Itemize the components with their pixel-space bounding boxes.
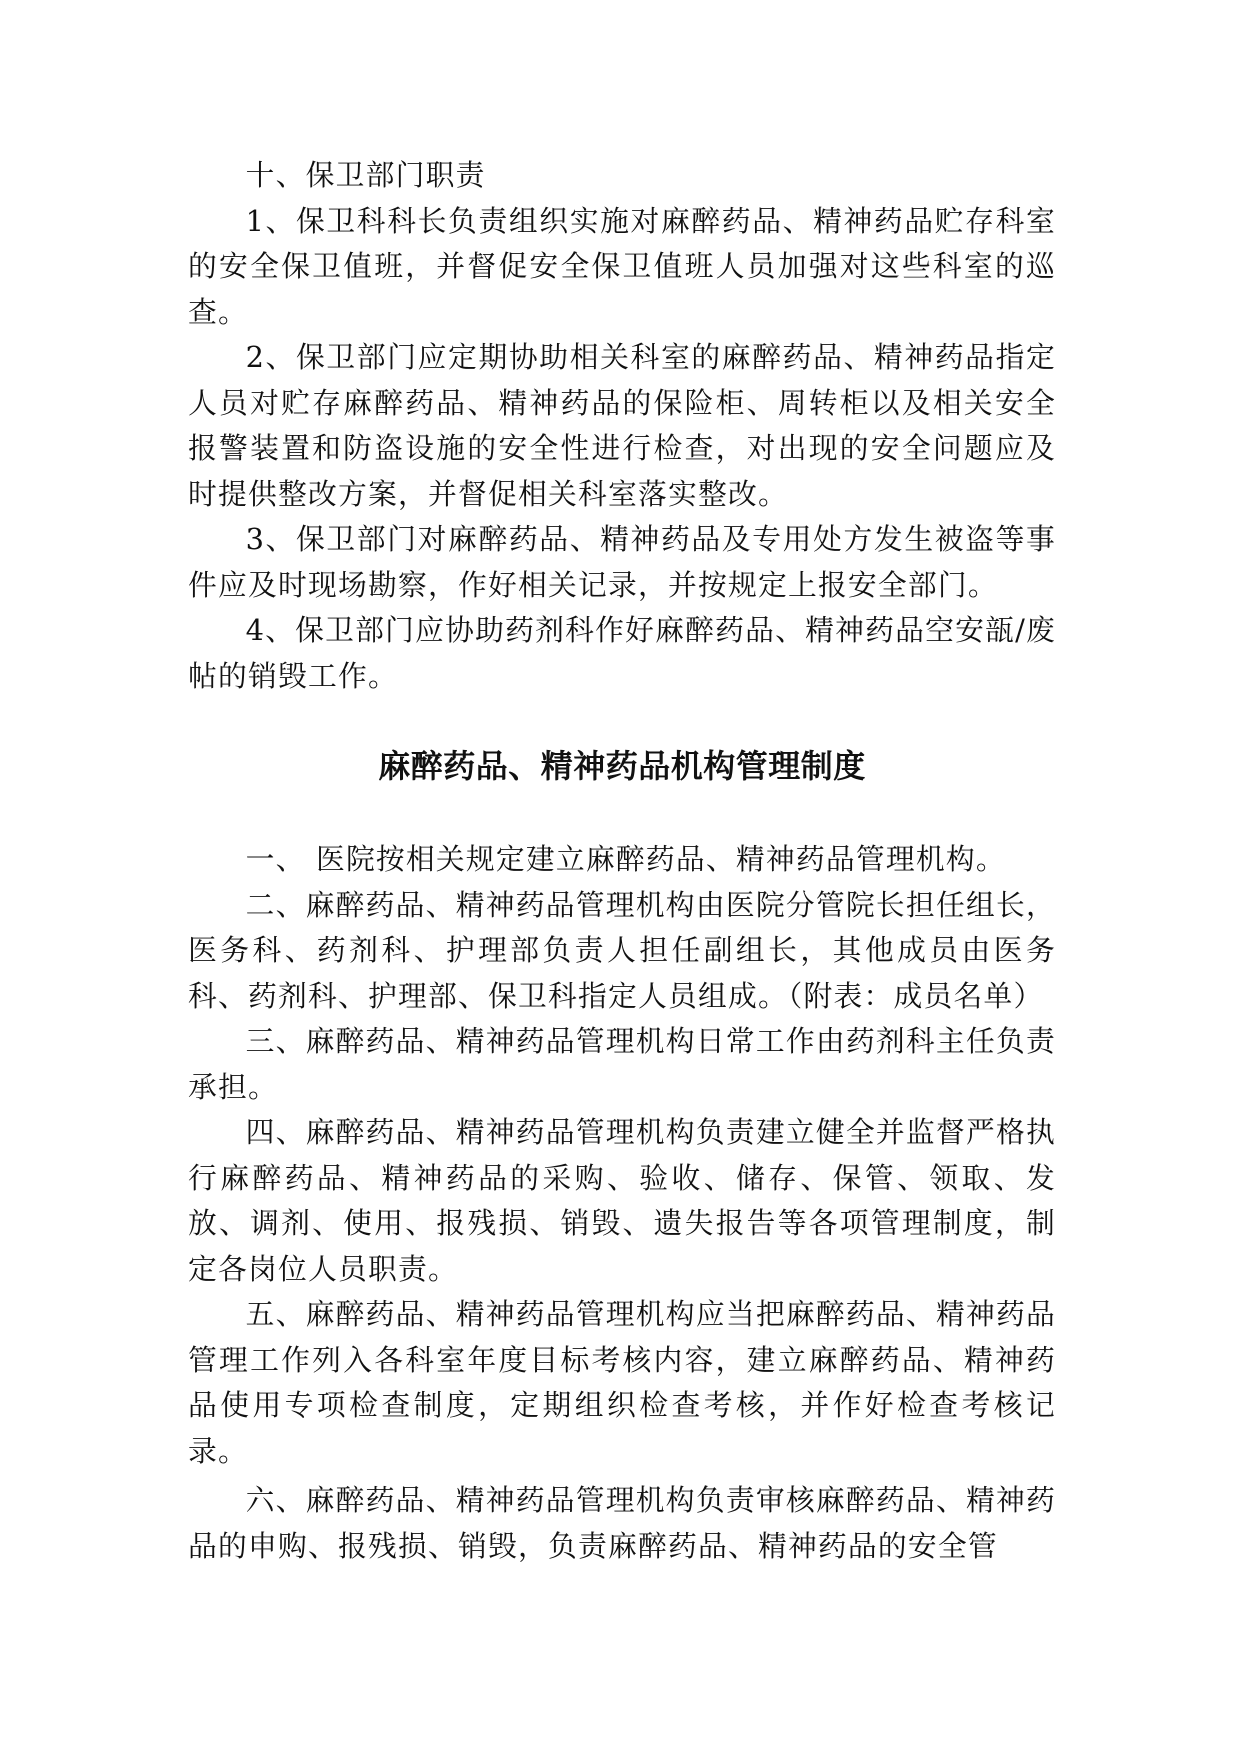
section2-item-1: 一、 医院按相关规定建立麻醉药品、精神药品管理机构。: [245, 842, 1006, 876]
section1-item-4: 4、保卫部门应协助药剂科作好麻醉药品、精神药品空安瓿/废帖的销毁工作。: [188, 613, 1056, 693]
section2-item-3: 三、麻醉药品、精神药品管理机构日常工作由药剂科主任负责承担。: [188, 1024, 1056, 1104]
section1-item-3: 3、保卫部门对麻醉药品、精神药品及专用处方发生被盗等事件应及时现场勘察，作好相关记录，并按规定上报安全部门。: [188, 522, 1056, 602]
section2-title: 麻醉药品、精神药品机构管理制度: [378, 747, 866, 785]
document-body: [188, 153, 1056, 1569]
section2-item-5: 五、麻醉药品、精神药品管理机构应当把麻醉药品、精神药品管理工作列入各科室年度目标考核内容，建立麻醉药品、精神药品使用专项检查制度，定期组织检查考核，并作好检查考核记录。: [188, 1297, 1056, 1468]
section1-item-1: 1、保卫科科长负责组织实施对麻醉药品、精神药品贮存科室的安全保卫值班，并督促安全保卫值班人员加强对这些科室的巡查。: [188, 203, 1056, 329]
section2-item-2: 二、麻醉药品、精神药品管理机构由医院分管院长担任组长，医务科、药剂科、护理部负责人担任副组长，其他成员由医务科、药剂科、护理部、保卫科指定人员组成。（附表：成员名单）: [188, 887, 1056, 1013]
section2-item-4: 四、麻醉药品、精神药品管理机构负责建立健全并监督严格执行麻醉药品、精神药品的采购、验收、储存、保管、领取、发放、调剂、使用、报残损、销毁、遗失报告等各项管理制度，制定各岗位人员职责。: [188, 1115, 1056, 1286]
section1-heading: 十、保卫部门职责: [245, 158, 486, 192]
section2-item-6: 六、麻醉药品、精神药品管理机构负责审核麻醉药品、精神药品的申购、报残损、销毁，负责麻醉药品、精神药品的安全管: [188, 1483, 1056, 1563]
section1-item-2: 2、保卫部门应定期协助相关科室的麻醉药品、精神药品指定人员对贮存麻醉药品、精神药品的保险柜、周转柜以及相关安全报警装置和防盗设施的安全性进行检查，对出现的安全问题应及时提供整改方案，并督促相关科室落实整改。: [188, 340, 1056, 511]
